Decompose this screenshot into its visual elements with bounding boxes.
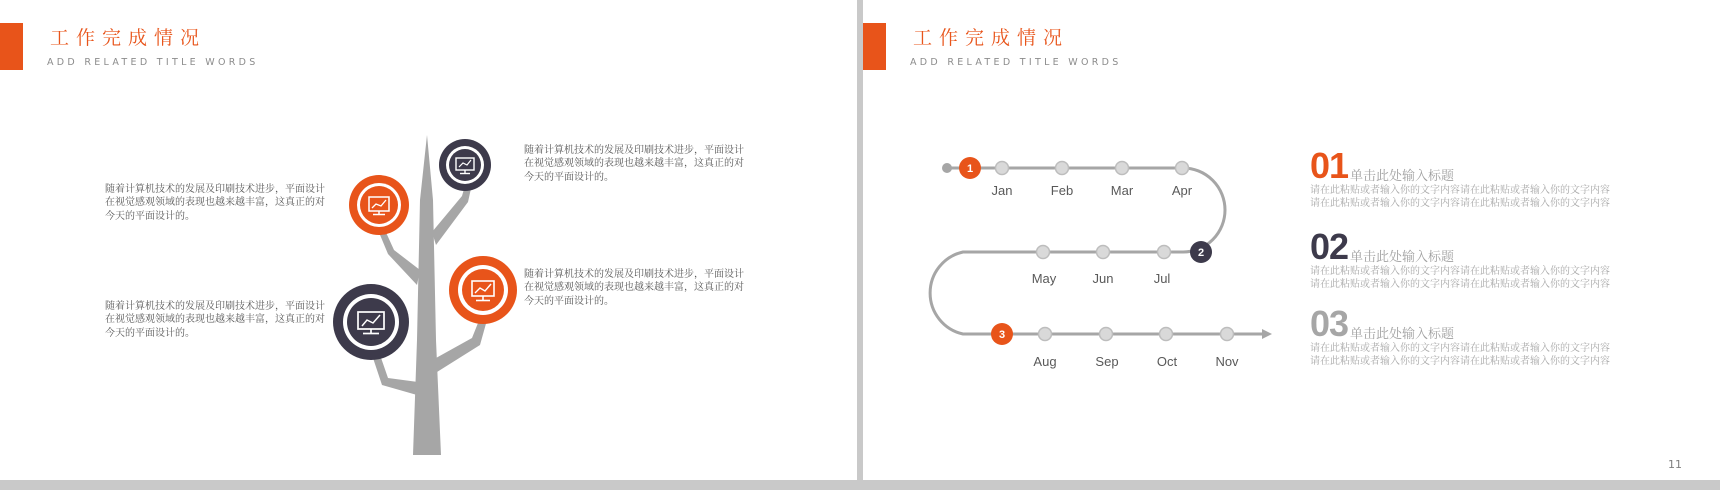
month-label: Nov xyxy=(1215,354,1239,369)
content-item-3 xyxy=(1310,303,1640,368)
item-heading[interactable]: 单击此处输入标题 xyxy=(1350,250,1455,265)
timeline-dot xyxy=(1100,328,1113,341)
page-number: 11 xyxy=(1668,458,1682,471)
month-label: Jun xyxy=(1092,271,1114,286)
timeline-dot xyxy=(1160,328,1173,341)
item-heading[interactable]: 单击此处输入标题 xyxy=(1350,169,1455,184)
month-label: Feb xyxy=(1050,183,1074,198)
month-label: Sep xyxy=(1095,354,1119,369)
monitor-chart-icon xyxy=(439,139,491,191)
branch-upper-right xyxy=(432,182,472,245)
content-item-2 xyxy=(1310,226,1640,291)
branch-mid-right xyxy=(436,318,487,372)
timeline-arrow-head xyxy=(1262,329,1272,339)
month-label: Mar xyxy=(1110,183,1134,198)
timeline-dot xyxy=(1097,246,1110,259)
month-label: Apr xyxy=(1171,183,1193,198)
right-slide xyxy=(863,0,1720,480)
marker-2-label: 2 xyxy=(1197,247,1205,259)
timeline-dot xyxy=(1056,162,1069,175)
item-body-line: 请在此粘贴或者输入你的文字内容请在此粘贴或者输入你的文字内容 xyxy=(1310,278,1610,290)
month-label: Jan xyxy=(991,183,1013,198)
monitor-chart-icon xyxy=(449,256,517,324)
marker-1-label: 1 xyxy=(966,163,974,175)
item-body-line: 请在此粘贴或者输入你的文字内容请在此粘贴或者输入你的文字内容 xyxy=(1310,266,1610,277)
monitor-chart-icon xyxy=(349,175,409,235)
left-slide xyxy=(0,0,857,480)
timeline-dot xyxy=(1039,328,1052,341)
item-body-line: 请在此粘贴或者输入你的文字内容请在此粘贴或者输入你的文字内容 xyxy=(1310,197,1610,209)
timeline-start-dot xyxy=(942,163,952,173)
month-label: Jul xyxy=(1153,271,1171,286)
month-label: May xyxy=(1031,271,1057,286)
item-body-line: 请在此粘贴或者输入你的文字内容请在此粘贴或者输入你的文字内容 xyxy=(1310,355,1610,367)
item-body-line: 请在此粘贴或者输入你的文字内容请在此粘贴或者输入你的文字内容 xyxy=(1310,185,1610,196)
timeline-dot xyxy=(1176,162,1189,175)
tree-graphic xyxy=(0,0,857,480)
timeline-dot xyxy=(996,162,1009,175)
item-heading[interactable]: 单击此处输入标题 xyxy=(1350,327,1455,342)
tree-trunk xyxy=(413,135,441,455)
paragraph-upper-right: 随着计算机技术的发展及印刷技术进步，平面设计在视觉感观领域的表现也越来越丰富，这真正的对今天的平面设计的。 xyxy=(524,145,744,183)
paragraph-lower-left: 随着计算机技术的发展及印刷技术进步，平面设计在视觉感观领域的表现也越来越丰富，这真正的对今天的平面设计的。 xyxy=(105,301,325,339)
timeline-dot xyxy=(1116,162,1129,175)
page-subtitle: ADD RELATED TITLE WORDS xyxy=(910,57,1122,68)
item-number: 03 xyxy=(1310,303,1349,344)
monitor-chart-icon xyxy=(333,284,409,360)
paragraph-lower-right: 随着计算机技术的发展及印刷技术进步，平面设计在视觉感观领域的表现也越来越丰富，这真正的对今天的平面设计的。 xyxy=(524,269,744,307)
item-number: 02 xyxy=(1310,226,1349,267)
page-title: 工作完成情况 xyxy=(50,27,207,49)
item-number: 01 xyxy=(1310,145,1349,186)
item-body-line: 请在此粘贴或者输入你的文字内容请在此粘贴或者输入你的文字内容 xyxy=(1310,343,1610,354)
page-title: 工作完成情况 xyxy=(913,27,1070,49)
page-subtitle: ADD RELATED TITLE WORDS xyxy=(47,57,259,68)
timeline-dot xyxy=(1221,328,1234,341)
paragraph-upper-left: 随着计算机技术的发展及印刷技术进步，平面设计在视觉感观领域的表现也越来越丰富，这真正的对今天的平面设计的。 xyxy=(105,184,325,222)
branch-upper-left xyxy=(378,228,420,285)
marker-3-label: 3 xyxy=(998,329,1006,341)
timeline-dot xyxy=(1037,246,1050,259)
month-label: Aug xyxy=(1033,354,1057,369)
month-label: Oct xyxy=(1156,354,1178,369)
timeline-dot xyxy=(1158,246,1171,259)
content-item-1 xyxy=(1310,145,1640,210)
